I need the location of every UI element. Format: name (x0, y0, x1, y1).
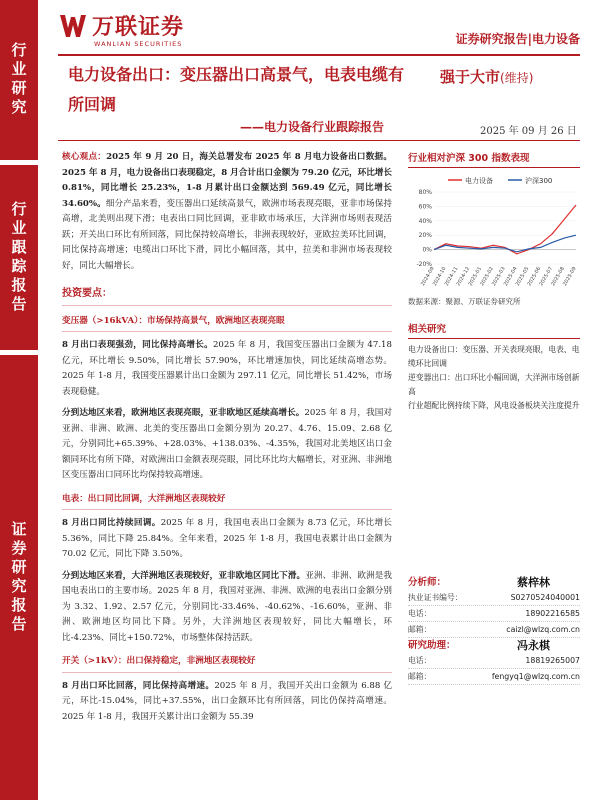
y-tick-label: 20% (418, 232, 432, 240)
y-tick-label: 60% (418, 203, 432, 211)
switch-p1 (62, 679, 392, 726)
bold-lead: 8 月出口表现强劲，同比保持高增长。 (62, 340, 213, 350)
core-view (62, 150, 392, 274)
email2-value[interactable]: fengyq1@wlzq.com.cn (491, 672, 580, 681)
para-text: 亚洲、非洲、欧洲是我国电表出口的主要市场。2025 年 8 月，我国对亚洲、非洲、欧洲的电表出口金额分别为 3.32、1.92、2.57 亿元，分别同比-33.46%、-40.62%、-16.60%，亚洲、非洲、欧洲地区均同比下降。另外，大洋洲地区表现较好，同比大幅增长，环比-4.23%、同比+150.72%，市场整体保持活跃。 (62, 570, 392, 643)
right-column (408, 150, 580, 413)
bold-lead: 8 月出口同比持续回调。 (62, 518, 161, 528)
phone2-row (408, 653, 580, 669)
y-tick-label: 80% (418, 189, 432, 196)
switch-head: 开关（>1kV）：出口保持稳定，非洲地区表现较好 (62, 654, 392, 673)
assistant-name: 冯永棋 (517, 639, 550, 652)
meter-head: 电表：出口同比回调，大洋洲地区表现较好 (62, 492, 392, 511)
analyst-name: 蔡梓林 (517, 576, 550, 589)
y-tick-label: 40% (418, 217, 432, 225)
x-tick-label: 2025-05 (514, 266, 531, 288)
x-tick-label: 2025-04 (502, 266, 519, 288)
main-content (62, 150, 392, 725)
email-row (408, 622, 580, 638)
cert-value: S0270524040001 (510, 593, 580, 602)
rating (440, 66, 533, 87)
para-text: 2025 年 8 月，我国变压器出口金额为 47.18 亿元，环比增长 9.50%，同比增长 57.90%，环比增速加快，同比延续高增态势。2025 年 1-8 月，我国变压器累计出口金额为 297.11 亿元，同比增长 51.42%，市场表现稳健。 (62, 340, 392, 397)
transformer-head: 变压器（>16kVA）：市场保持高景气，欧洲地区表现亮眼 (62, 314, 392, 333)
x-tick-label: 2024-11 (443, 266, 460, 288)
sidebar-label: 行业研究 (9, 42, 28, 118)
phone-row (408, 606, 580, 622)
email2-label: 邮箱： (408, 672, 432, 681)
related-item[interactable]: 逆变器出口：出口环比小幅回调，大洋洲市场创新高 (408, 373, 580, 396)
x-tick-label: 2025-08 (550, 266, 566, 288)
perf-chart-svg (408, 172, 580, 292)
core-label: 核心观点： (62, 152, 107, 162)
bold-lead: 分到达地区来看，大洋洲地区表现较好，亚非欧地区同比下滑。 (62, 570, 306, 581)
transformer-p1 (62, 338, 392, 400)
y-tick-label: -20% (416, 261, 432, 268)
logo (58, 10, 184, 41)
logo-english: WANLIAN SECURITIES (94, 40, 183, 48)
analyst-box (408, 575, 580, 685)
report-date: 2025 年 09 月 26 日 (480, 126, 577, 137)
x-tick-label: 2024-10 (431, 266, 448, 288)
rating-note: (维持) (500, 71, 534, 85)
transformer-p2 (62, 406, 392, 484)
chart-source: 数据来源：聚源、万联证券研究所 (408, 297, 521, 306)
x-tick-label: 2024-09 (420, 266, 436, 288)
phone2-value: 18819265007 (525, 656, 580, 665)
assistant-row (408, 638, 580, 653)
perf-chart-title: 行业相对沪深 300 指数表现 (408, 150, 580, 168)
x-tick-label: 2025-02 (479, 266, 495, 288)
wanlian-logo-icon (58, 11, 88, 41)
phone-label: 电话： (408, 609, 432, 618)
email-value[interactable]: caizl@wlzq.com.cn (506, 625, 580, 634)
legend-label: 电力设备 (465, 177, 493, 185)
sidebar-label: 证券研究报告 (9, 520, 28, 635)
sidebar-label: 行业跟踪报告 (9, 200, 28, 315)
bold-lead: 分到达地区来看，欧洲地区表现亮眼，亚非欧地区延续高增长。 (62, 408, 305, 418)
cert-label: 执业证书编号： (408, 593, 463, 602)
phone-value: 18902216585 (525, 609, 580, 618)
report-title: 电力设备出口：变压器出口高景气，电表电缆有所回调 (68, 65, 405, 114)
bold-lead: 8 月出口环比回落，同比保持高增速。 (62, 680, 215, 691)
analyst-row (408, 575, 580, 590)
header-divider (58, 54, 580, 56)
related-title: 相关研究 (408, 321, 580, 339)
points-title: 投资要点： (62, 286, 392, 306)
x-tick-label: 2025-06 (526, 266, 543, 288)
para-text: 2025 年 8 月，我国开关出口金额为 6.88 亿元，环比-15.04%，同比+37.55%，出口金额环比有所回落，同比仍保持高增速。2025 年 1-8 月，我国开关累计出口金额为 55.39 (62, 680, 392, 722)
x-tick-label: 2025-09 (562, 266, 578, 288)
sidebar (0, 0, 44, 800)
x-tick-label: 2024-12 (455, 266, 472, 288)
meter-p1 (62, 516, 392, 563)
phone2-label: 电话： (408, 656, 432, 665)
cert-row (408, 590, 580, 606)
sidebar-tracking-report (0, 165, 38, 350)
y-tick-label: 0% (422, 246, 432, 254)
x-tick-label: 2025-01 (467, 266, 484, 288)
para-text: 2025 年 8 月，我国对亚洲、非洲、欧洲、北美的变压器出口金额分别为 20.27、4.76、15.09、2.68 亿元，分别同比+65.39%、+28.03%、+138.03%、-4.35%，我国对北美地区出口金额同环比有所下降，对欧洲出口金额表现亮眼，同比环比均大幅增长，对亚洲、非洲地区变压器出口同环比均保持较高增速。 (62, 408, 392, 480)
series-line (434, 235, 576, 252)
sidebar-securities-report (0, 355, 38, 800)
report-category: 证券研究报告|电力设备 (455, 32, 580, 46)
sidebar-industry-research (0, 0, 38, 160)
logo-text: 万联证券 (92, 15, 185, 40)
x-tick-label: 2025-03 (491, 266, 507, 288)
rating-value: 强于大市 (440, 68, 501, 86)
email-label: 邮箱： (408, 625, 432, 634)
perf-chart (408, 172, 580, 292)
core-text2: 2025 年 8 月，电力设备出口表现稳定，8 月合计出口金额为 79.20 亿元，环比增长 0.81%，同比增长 25.23%，1-8 月累计出口金额达到 569.49 亿元，同比增长 34.60%。 (62, 167, 392, 209)
analyst-label: 分析师： (408, 577, 447, 588)
email2-row (408, 669, 580, 685)
x-tick-label: 2025-07 (538, 266, 555, 288)
core-text3: 细分产品来看，变压器出口延续高景气，欧洲市场表现亮眼，亚非市场保持高增，北美则出现下滑；电表出口同比回调，亚非欧市场承压，大洋洲市场则表现活跃；开关出口环比有所回落，同比保持较高增长，非洲表现较好，亚欧拉美环比回调，同比保持高增速；电缆出口环比下滑，同比小幅回落，其中，拉美和非洲市场表现较好，同比大幅增长。 (62, 198, 392, 271)
related-item[interactable]: 行业超配比例持续下降，风电设备板块关注度提升 (408, 401, 580, 410)
assistant-label: 研究助理： (408, 640, 456, 651)
legend-label: 沪深300 (525, 177, 553, 185)
title-divider (58, 140, 580, 141)
para-text: 2025 年 8 月，我国电表出口金额为 8.73 亿元，环比增长 5.36%，同比下降 25.84%。全年来看，2025 年 1-8 月，我国电表累计出口金额为 70.02 亿元，同比下降 3.50%。 (62, 518, 392, 559)
meter-p2 (62, 569, 392, 647)
related-item[interactable]: 电力设备出口：变压器、开关表现亮眼，电表、电缆环比回调 (408, 345, 580, 368)
core-text1: 2025 年 9 月 20 日，海关总署发布 2025 年 8 月电力设备出口数据。 (106, 152, 392, 162)
report-subtitle: ——电力设备行业跟踪报告 (240, 120, 385, 134)
